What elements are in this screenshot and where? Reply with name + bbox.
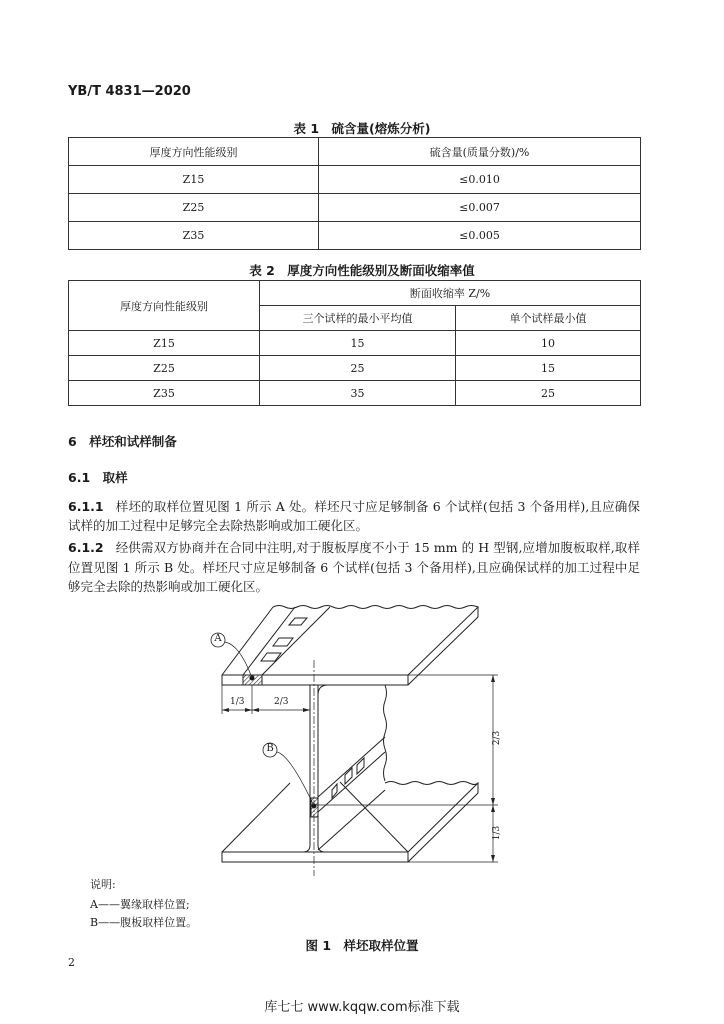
table-cell: Z35	[69, 381, 260, 406]
legend-item: A——翼缘取样位置;	[90, 898, 190, 911]
table-cell: Z35	[69, 222, 319, 250]
document-code: YB/T 4831—2020	[68, 84, 191, 99]
callout-b-label: B	[266, 743, 274, 754]
text-line: 经供需双方协商并在合同中注明,对于腹板厚度不小于 15 mm 的 H 型钢,应增加腹板取样,取样	[115, 540, 640, 555]
text-line: 试样的加工过程中足够完全去除热影响或加工硬化区。	[68, 518, 369, 533]
dimension-label: 2/3	[274, 697, 289, 707]
web	[303, 685, 408, 852]
table-cell: 35	[260, 381, 456, 406]
table-cell: Z15	[69, 166, 319, 194]
table1-title: 表 1 硫含量(熔炼分析)	[293, 121, 431, 136]
table-cell: ≤0.010	[319, 166, 641, 194]
dimension-label: 1/3	[230, 697, 245, 707]
clause-number: 6.1.2	[68, 540, 104, 555]
table-cell: 25	[260, 356, 456, 381]
section-6-heading: 6 样坯和试样制备	[68, 434, 177, 449]
column-header: 硫含量(质量分数)/%	[319, 138, 641, 166]
callout-b-leader	[277, 752, 314, 806]
clause-number: 6.1.1	[68, 499, 104, 514]
callout-a-leader	[225, 642, 252, 678]
dimension-label: 1/3	[492, 825, 503, 841]
callout-a-label: A	[214, 633, 222, 644]
table-cell: ≤0.007	[319, 194, 641, 222]
table-cell: Z15	[69, 331, 260, 356]
footer-watermark: 库七七 www.kqqw.com标准下载	[264, 1000, 460, 1015]
legend-item: B——腹板取样位置。	[90, 916, 198, 929]
column-header: 三个试样的最小平均值	[260, 306, 456, 331]
table-cell: 15	[260, 331, 456, 356]
arrowheads	[222, 675, 495, 862]
figure-caption: 图 1 样坯取样位置	[305, 938, 419, 953]
table-cell: 15	[456, 356, 641, 381]
page-number: 2	[68, 956, 75, 969]
text-line: 样坯的取样位置见图 1 所示 A 处。样坯尺寸应足够制备 6 个试样(包括 3 个备用样),且应确保	[115, 499, 640, 514]
table-cell: ≤0.005	[319, 222, 641, 250]
column-header: 厚度方向性能级别	[69, 281, 260, 331]
column-header: 厚度方向性能级别	[69, 138, 319, 166]
section-6-1-heading: 6.1 取样	[68, 470, 128, 485]
column-group-header: 断面收缩率 Z/%	[260, 281, 641, 306]
table-cell: Z25	[69, 356, 260, 381]
dimension-label: 2/3	[492, 730, 503, 746]
column-header: 单个试样最小值	[456, 306, 641, 331]
legend-title: 说明:	[90, 878, 116, 891]
top-flange	[222, 606, 478, 686]
table-cell: 25	[456, 381, 641, 406]
text-line: 位置见图 1 所示 B 处。样坯尺寸应足够制备 6 个试样(包括 3 个备用样),且应确保试样的加工过程中足	[68, 560, 640, 575]
table-cell: Z25	[69, 194, 319, 222]
table2-title: 表 2 厚度方向性能级别及断面收缩率值	[249, 263, 475, 278]
table-cell: 10	[456, 331, 641, 356]
text-line: 够完全去除的热影响或加工硬化区。	[68, 579, 269, 594]
dimension-lines	[222, 675, 498, 862]
